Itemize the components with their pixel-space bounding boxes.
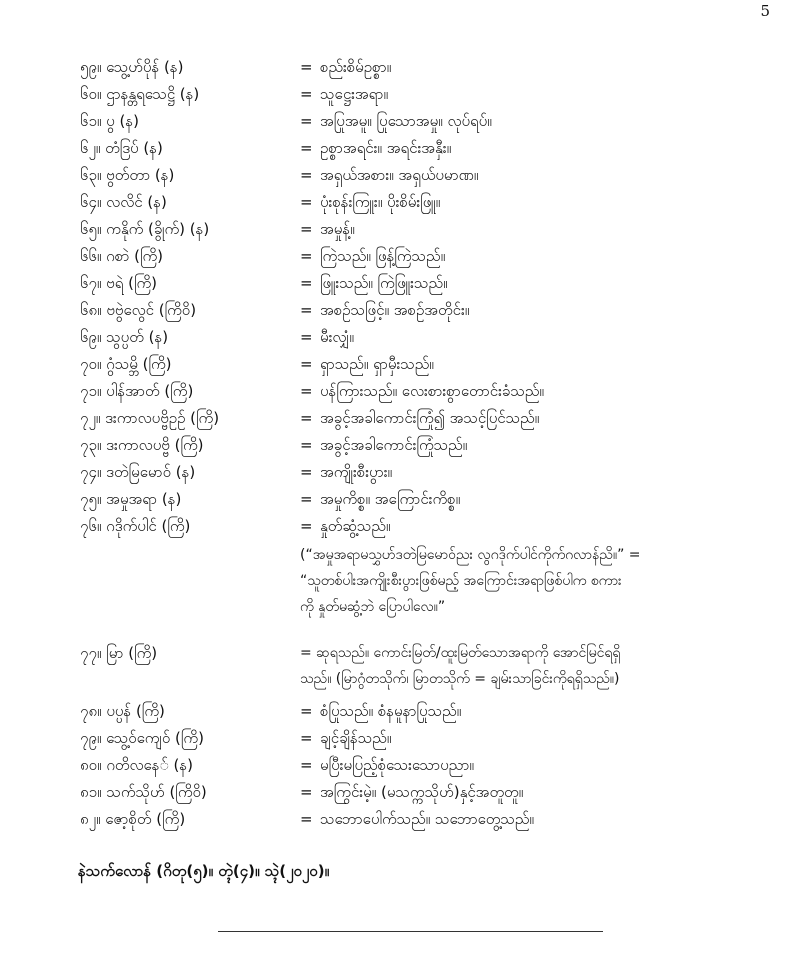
entry-term: ၈၁။ သက်သိုဟ် (ကြိဝိ) (80, 783, 207, 801)
equals-sign: = (300, 139, 313, 157)
entry-definition: အကျိုးစီးပွား။ (320, 463, 393, 481)
equals-sign: = (300, 490, 313, 508)
equals-sign: = (300, 85, 313, 103)
entry-definition: ဥစ္စာအရင်း။ အရင်းအနှီး။ (320, 139, 452, 157)
entry-definition: စည်းစိမ်ဥစ္စာ။ (320, 58, 392, 76)
entry-term: ၇၀။ ဂွံသမ္ဘိ (ကြိ) (80, 355, 172, 373)
publication-date-footer: နဲသက်လောန် (ဂိတု(၅)။ တ္ၚဲ(၄)။ သ္ၚဲ(၂၀၂၀)။ (78, 862, 330, 880)
entry-term: ၇၄။ ဒတဲမြမောဝ် (န) (80, 463, 196, 481)
divider-line (218, 931, 603, 932)
equals-sign: = (300, 112, 313, 130)
entry-term: ၆၉။ သွပ္ပတ် (န) (80, 328, 169, 346)
equals-sign: = (300, 783, 313, 801)
list-item (80, 640, 760, 694)
entry-term: ၇၅။ အမှုအရာ (န) (80, 490, 182, 508)
entry-definition: ချင့်ချိန်သည်။ (320, 729, 392, 747)
entry-term: ၆၇။ ဗရဲ (ကြိ) (80, 274, 158, 292)
entry-definition: အပြုအမူ။ ပြုသောအမှု။ လုပ်ရပ်။ (320, 112, 492, 130)
entry-definition: အမှုကိစ္စ။ အကြောင်းကိစ္စ။ (320, 490, 461, 508)
equals-sign: = (300, 166, 313, 184)
entry-definition: အကြွင်းမဲ့။ (မသက္ကသိုဟ်)နှင့်အတူတူ။ (320, 783, 524, 801)
entry-definition: မပြီးမပြည့်စုံသေးသောပညာ။ (320, 756, 474, 774)
entry-definition: စံပြုသည်။ စံနမူနာပြုသည်။ (320, 702, 462, 720)
entry-definition: အခွင့်အခါကောင်းကြုံသည်။ (320, 436, 468, 454)
equals-sign: = (300, 810, 313, 828)
equals-sign: = (300, 729, 313, 747)
entry-term: ၆၆။ ဂစာဲ (ကြိ) (80, 247, 164, 265)
equals-sign: = (300, 702, 313, 720)
entry-definition: အမှုန့်။ (320, 220, 355, 238)
entry-definition: ပန်ကြားသည်။ လေးစားစွာတောင်းခံသည်။ (320, 382, 544, 400)
entry-term: ၆၃။ ဗွတ်တာ (န) (80, 166, 175, 184)
entry-definition: ပုံးစုန်းကြူး။ ပိုးစိမ်းဖြူ။ (320, 193, 441, 211)
equals-sign: = (300, 436, 313, 454)
note-line: “သူတစ်ပါးအကျိုးစီးပွားဖြစ်မည့် အကြောင်းအရာဖြစ်ပါက စကား (300, 573, 622, 589)
entry-term: ၆၁။ ပွ (န) (80, 112, 139, 130)
equals-sign: = (300, 517, 313, 535)
entry-term: ၆၅။ ကနိုက် (ခွိုက်) (န) (80, 220, 210, 238)
page-number: 5 (760, 2, 770, 20)
entry-term: ၆၂။ တံဒြပ် (န) (80, 139, 163, 157)
entry-term: ၅၉။ သွေ့ဟ်ပိုန် (န) (80, 58, 184, 76)
entry-term: ၆၄။ လလိင် (န) (80, 193, 167, 211)
entry-definition: သူဋ္ဌေးအရာ။ (320, 85, 388, 103)
example-note (300, 542, 770, 620)
entry-term: ၇၂။ ဒးကာလပဗ္ဗိဥဉ် (ကြိ) (80, 409, 220, 427)
entry-definition: အစဉ်သဖြင့်။ အစဉ်အတိုင်း။ (320, 301, 470, 319)
equals-sign: = (300, 382, 313, 400)
equals-sign: = (300, 355, 313, 373)
entry-definition: သဘောပေါက်သည်။ သဘောတွေ့သည်။ (320, 810, 534, 828)
equals-sign: = (300, 409, 313, 427)
entry-definition: အရှယ်အစား။ အရှယ်ပမာဏ။ (320, 166, 479, 184)
entry-definition: မီးလျှံ။ (320, 328, 354, 346)
equals-sign: = (300, 274, 313, 292)
definition-line: = ဆုရသည်။ ကောင်းမြတ်/ထူးမြတ်သောအရာကို အောင်မြင်ရရှိ (300, 645, 621, 661)
definition-line: သည်။ (မြာဂွံတသိုက်၊ မြာတသိုက် = ချမ်းသာခြင်းကိုရရှိသည်။) (300, 671, 620, 687)
entry-definition (300, 640, 770, 692)
entry-term: ၇၆။ ဂဒိုက်ပါင် (ကြိ) (80, 517, 191, 535)
entry-term: ၇၇။ မြာ (ကြိ) (80, 644, 158, 662)
entry-term: ၇၁။ ပါန်အာတ် (ကြိ) (80, 382, 194, 400)
equals-sign: = (300, 58, 313, 76)
note-line: ကို နှုတ်မဆွံ့ဘဲ ပြောပါလေ။” (300, 599, 446, 615)
entry-term: ၇၈။ ပပ္ပန် (ကြိ) (80, 702, 165, 720)
entry-term: ၈၀။ ဂတိလနေ် (န) (80, 756, 194, 774)
entry-term: ၇၉။ သွေ့ဝ်ကျေဝ် (ကြိ) (80, 729, 204, 747)
equals-sign: = (300, 301, 313, 319)
entry-term: ၇၃။ ဒးကာလပဗ္ဗိ (ကြိ) (80, 436, 204, 454)
entry-definition: အခွင့်အခါကောင်းကြုံ၍ အသင့်ပြင်သည်။ (320, 409, 540, 427)
entry-definition: ကြဲသည်။ ဖြန့်ကြဲသည်။ (320, 247, 446, 265)
equals-sign: = (300, 247, 313, 265)
entry-definition: ရှာသည်။ ရှာမှီးသည်။ (320, 355, 434, 373)
entry-term: ၆၈။ ဗဗွဲလွေင် (ကြိဝိ) (80, 301, 197, 319)
equals-sign: = (300, 756, 313, 774)
entry-definition: ဖြူးသည်။ ကြဲဖြူးသည်။ (320, 274, 448, 292)
equals-sign: = (300, 463, 313, 481)
equals-sign: = (300, 220, 313, 238)
equals-sign: = (300, 193, 313, 211)
entry-term: ၈၂။ ဇော့စိုတ် (ကြိ) (80, 810, 186, 828)
entry-term: ၆၀။ ဌာနန္တရသေဋ္ဌိ (န) (80, 85, 200, 103)
equals-sign: = (300, 328, 313, 346)
note-line: (“အမှုအရာမသွှဟ်ဒတဲမြမောဝ်ညး လွဂဒိုက်ပါင်ကိုက်ဂလာန်ညိ။” = (300, 547, 641, 563)
entry-definition: နှုတ်ဆွံ့သည်။ (320, 517, 391, 535)
